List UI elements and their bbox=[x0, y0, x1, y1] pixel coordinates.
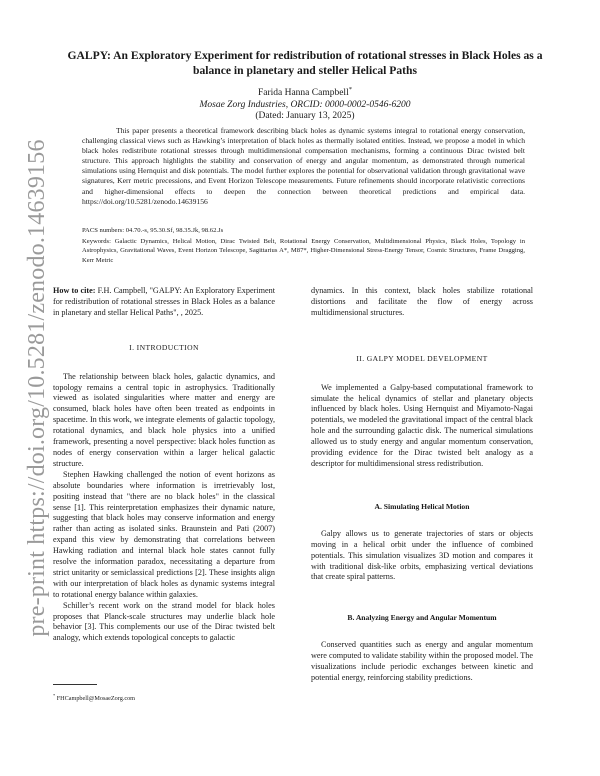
author-block bbox=[60, 85, 550, 123]
pacs-numbers: PACS numbers: 04.70.-s, 95.30.Sf, 98.35.Jk, 98.62.Js bbox=[82, 227, 224, 234]
helical-motion-paragraph: Galpy allows us to generate trajectories of stars or objects moving in a helical orbit under the influence of combined potentials. This simulation visualizes 3D motion and compares it with traditional disk-like orbits, emphasizing vertical deviations that create spiral patterns. bbox=[311, 528, 533, 582]
keywords: Keywords: Galactic Dynamics, Helical Motion, Dirac Twisted Belt, Rotational Energy Conservation, Multidimensional Physics, Black Holes, Topology in Astrophysics, Gravitational Waves, Event Horizon Telescope, Sagittarius A*, M87*, Higher-Dimensional Stress-Energy Tensor, Cosmic Structures, Frame Dragging, Kerr Metric bbox=[82, 237, 525, 264]
how-to-cite bbox=[53, 286, 275, 319]
subsection-heading-helical-motion: A. Simulating Helical Motion bbox=[374, 501, 470, 511]
intro-paragraph: The relationship between black holes, galactic dynamics, and topology remains a central topic in astrophysics. Traditionally viewed as isolated singularities where matter and energy are consumed, black holes have often been treated as endpoints in spacetime. In this work, we integrate elements of galactic topology, rotational dynamics, and black hole physics into a unified framework, presenting a novel perspective: black holes function as nodes of energy conservation within a larger helical galactic structure. bbox=[53, 371, 275, 468]
author-name: Farida Hanna Campbell bbox=[257, 88, 349, 98]
author-email: FHCampbell@MosaeZorg.com bbox=[56, 695, 135, 702]
footnote-marker: * bbox=[53, 692, 56, 698]
continued-paragraph: dynamics. In this context, black holes stabilize rotational distortions and facilitate the flow of energy across multidimensional structures. bbox=[311, 286, 533, 317]
abstract-text: This paper presents a theoretical framework describing black holes as dynamic systems integral to rotational energy conservation, challenging classical views such as Hawking’s interpretation of black holes as thermally isolated entities. Instead, we propose a model in which black holes redistribute rotational stresses through multidimensional compensation mechanisms, forming a continuous Dirac twisted belt structure. This approach highlights the stability and conservation of energy and angular momentum, as demonstrated through numerical simulations using Hernquist and disk potentials. The model further explores the potential for observational validation through gravitational wave signatures, Kerr metric precessions, and Event Horizon Telescope measurements. Future refinements should incorporate relativistic corrections and higher-dimensional effects to deepen the connection between theoretical predictions and empirical data. https://doi.org/10.5281/zenodo.14639156 bbox=[82, 126, 525, 206]
paper-title: GALPY: An Exploratory Experiment for redistribution of rotational stresses in Black Holes as a balance in planetary and steller Helical Paths bbox=[67, 49, 543, 77]
how-to-cite-text: F.H. Campbell, "GALPY: An Exploratory Experiment for redistribution of rotational stresses in Black Holes as a balance in planetary and stellar Helical Paths", , 2025. bbox=[53, 286, 275, 317]
section-heading-galpy-model: II. GALPY MODEL DEVELOPMENT bbox=[356, 353, 488, 363]
model-paragraph: We implemented a Galpy-based computational framework to simulate the helical dynamics of stellar and planetary objects influenced by black holes. Using Hernquist and Miyamoto-Nagai potentials, we modeled the gravitational impact of the central black hole and the surrounding galactic disk. The numerical simulations allowed us to study energy and angular momentum conservation, providing evidence for the Dirac twisted belt analogy as a descriptor for multidimensional stress redistribution. bbox=[311, 382, 533, 468]
energy-momentum-paragraph: Conserved quantities such as energy and angular momentum were computed to validate stability within the proposed model. The visualizations include periodic exchanges between kinetic and potential energy, reinforcing stability predictions. bbox=[311, 640, 533, 682]
footnote bbox=[53, 692, 275, 703]
how-to-cite-label: How to cite: bbox=[53, 286, 96, 295]
author-affiliation: Mosae Zorg Industries, ORCID: 0000-0002-0546-6200 bbox=[199, 99, 411, 110]
author-name-line bbox=[60, 85, 550, 100]
right-column bbox=[311, 286, 533, 684]
intro-paragraph: Schiller’s recent work on the strand model for black holes proposes that Planck-scale structures may underlie black hole behavior [3]. This complements our use of the Dirac twisted belt analogy, which extends topological concepts to galactic bbox=[53, 600, 275, 643]
footnote-divider bbox=[53, 684, 97, 685]
preprint-doi-watermark: pre-print https://doi.org/10.5281/zenodo.14639156 bbox=[24, 139, 50, 637]
intro-paragraph: Stephen Hawking challenged the notion of event horizons as absolute boundaries where information is irretrievably lost, positing instead that "there are no black holes" in the classical sense [1]. This reinterpretation emphasizes their dynamic nature, suggesting that black holes may conserve information and energy rather than acting as isolated sinks. Braunstein and Pati (2007) expand this view by demonstrating that correlations between Hawking radiation and internal black hole states cannot fully resolve the information paradox, necessitating a departure from strict unitarity or semiclassical predictions [2]. These insights align with our interpretation of black holes as dynamic systems integral to rotational energy balance within galaxies. bbox=[53, 469, 275, 599]
metadata-block bbox=[82, 226, 525, 265]
author-footnote-marker: * bbox=[348, 85, 353, 93]
section-heading-introduction: I. INTRODUCTION bbox=[129, 342, 199, 352]
left-column bbox=[53, 286, 275, 644]
abstract bbox=[82, 126, 525, 207]
subsection-heading-energy-momentum: B. Analyzing Energy and Angular Momentum bbox=[347, 613, 497, 623]
dated-line: (Dated: January 13, 2025) bbox=[255, 111, 355, 121]
